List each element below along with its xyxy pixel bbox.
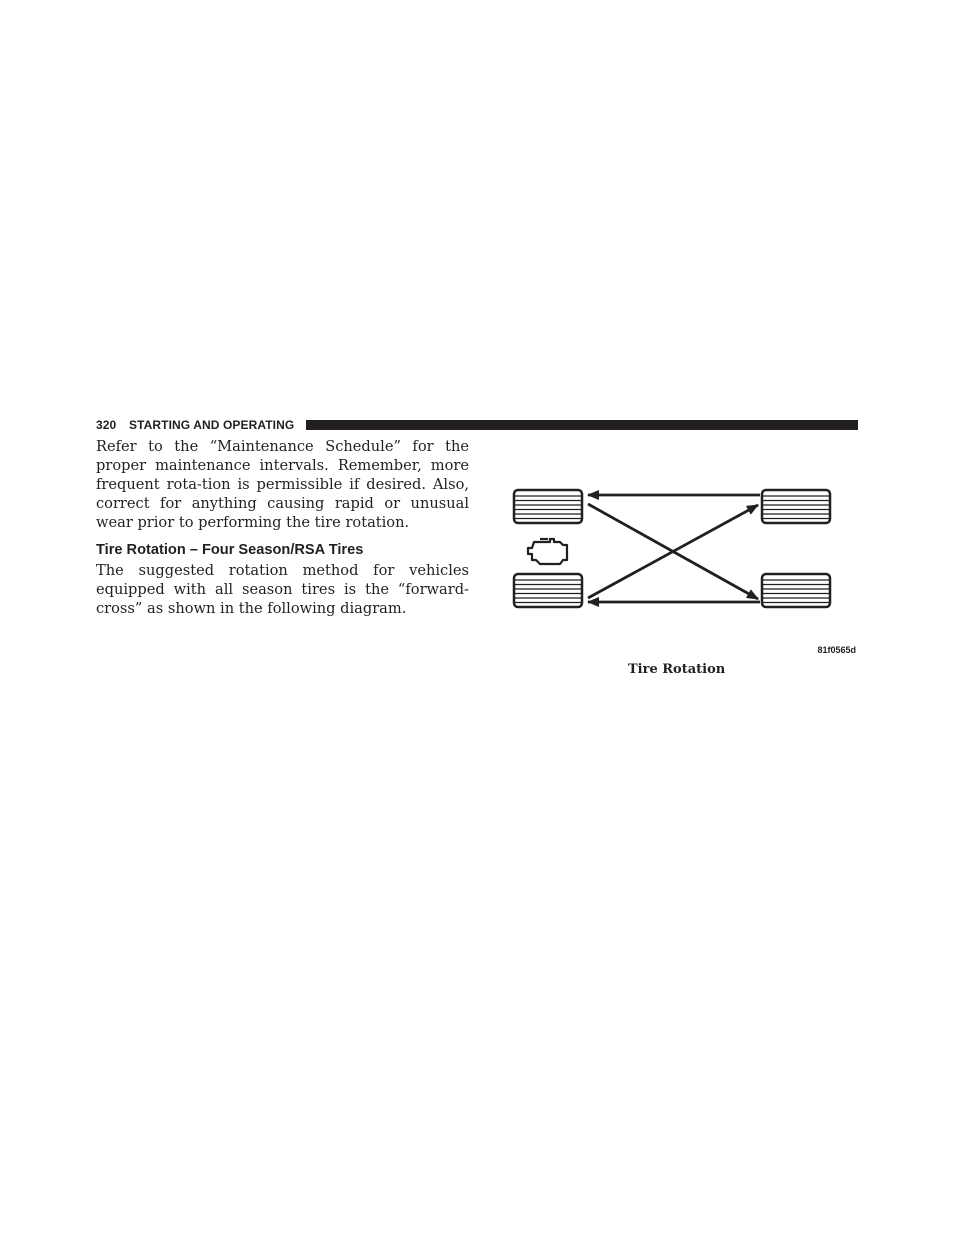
diagram-graphic [500,478,858,656]
page-number: 320 [96,418,117,432]
header-rule [306,420,858,430]
figure-code: 81f0565d [817,645,856,655]
tire-icon-front-left [514,490,582,523]
tire-icon-front-right [762,490,830,523]
section-title: STARTING AND OPERATING [129,418,295,432]
engine-icon [528,539,567,564]
intro-paragraph: Refer to the “Maintenance Schedule” for the proper maintenance intervals. Remember, more frequent rota-tion is permissible if desired. Also, correct for anything causing rapid or unusual wear prior to performing the tire rotation. [96,438,469,531]
figure-caption: Tire Rotation [628,662,726,677]
tire-icon-rear-right [762,574,830,607]
section-subheading: Tire Rotation – Four Season/RSA Tires [96,542,364,558]
body-paragraph: The suggested rotation method for vehicles equipped with all season tires is the “forward-cross” as shown in the following diagram. [96,562,469,617]
page-header [96,417,858,433]
tire-rotation-diagram [500,478,858,656]
tire-icon-rear-left [514,574,582,607]
